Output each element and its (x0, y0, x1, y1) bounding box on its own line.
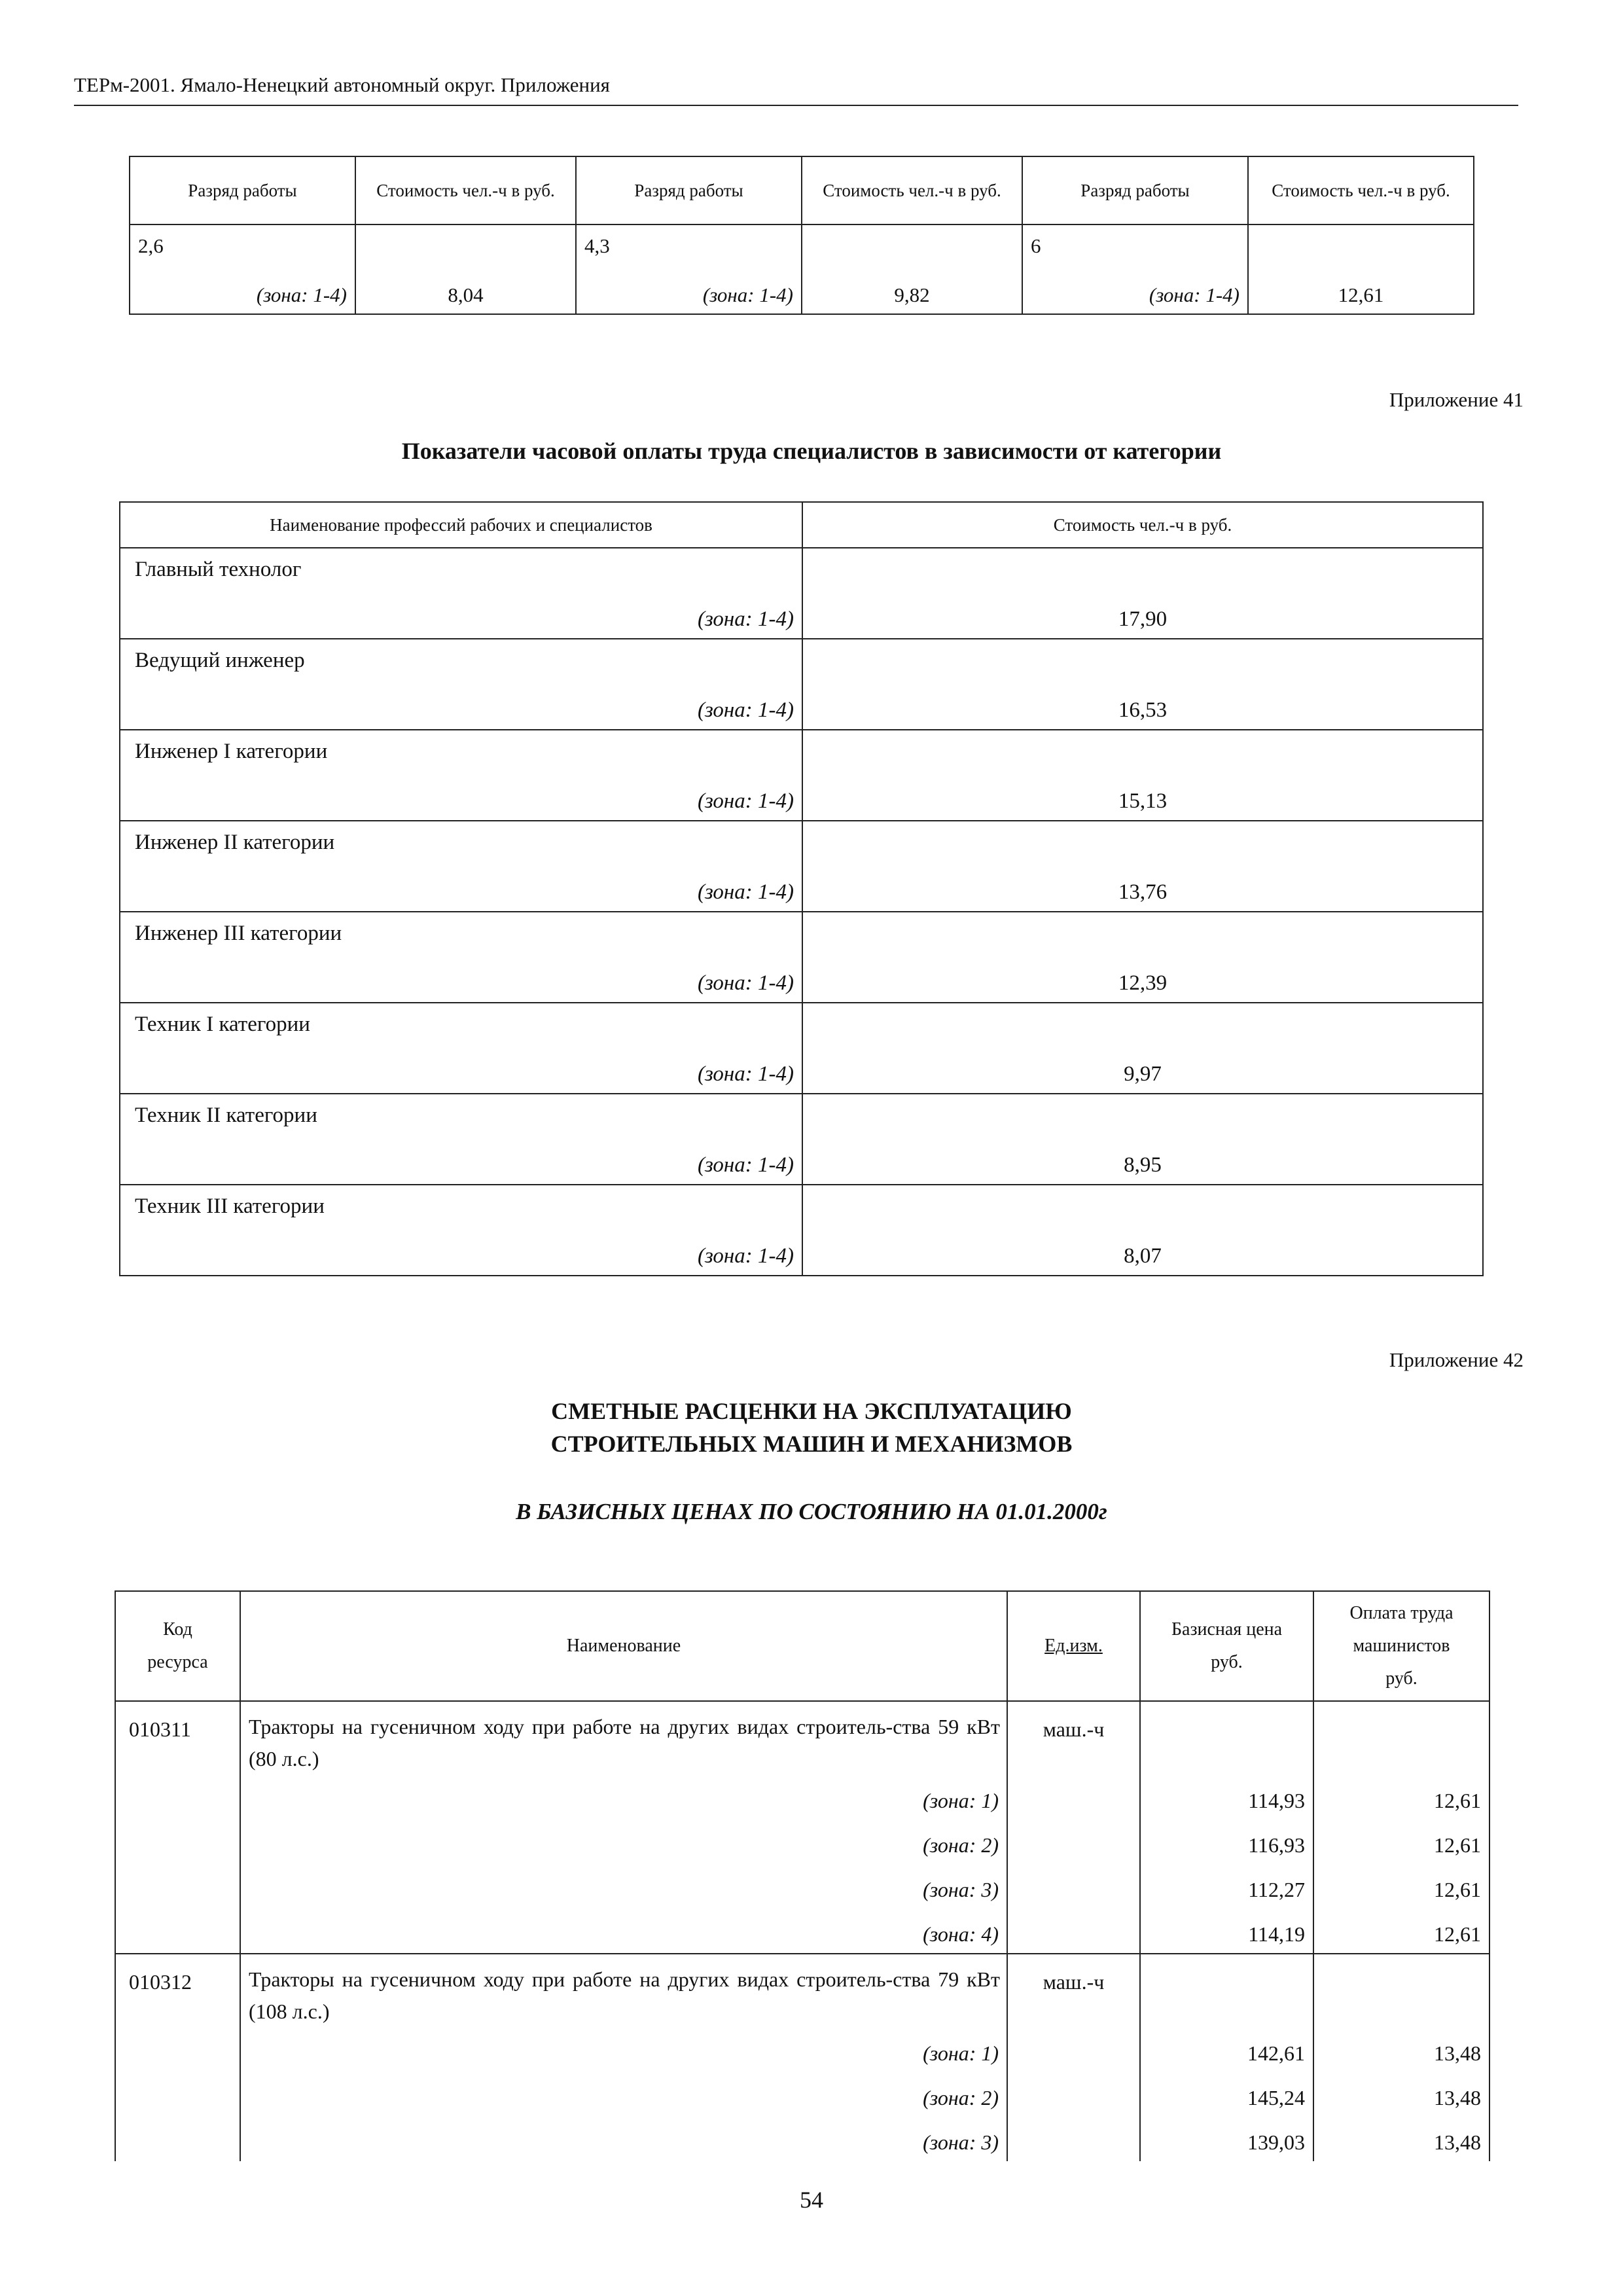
column-header-wage: Оплата труда машинистов руб. (1313, 1591, 1489, 1701)
machine-rates-table (115, 1590, 1490, 2161)
zone-row (115, 2028, 1489, 2072)
resource-row (115, 1701, 1489, 1775)
table-header-row (130, 156, 1474, 224)
profession-name: Инженер II категории (135, 831, 335, 854)
grade-cell (576, 224, 802, 314)
appendix-41-label: Приложение 41 (1389, 388, 1524, 411)
table-row (120, 730, 1483, 821)
profession-name: Главный технолог (135, 558, 302, 581)
cost-cell (802, 821, 1483, 912)
cost-cell (802, 912, 1483, 1003)
profession-name: Техник I категории (135, 1013, 310, 1036)
cost-cell (802, 730, 1483, 821)
zone-label: (зона: 1-4) (256, 283, 347, 306)
base-price: 114,93 (1248, 1789, 1305, 1812)
cost-value: 8,07 (1124, 1244, 1162, 1268)
table-row (130, 224, 1474, 314)
resource-unit: маш.-ч (1007, 1954, 1140, 2028)
appendix-42-title-line1: СМЕТНЫЕ РАСЦЕНКИ НА ЭКСПЛУАТАЦИЮ (551, 1398, 1072, 1424)
zone-label: (зона: 4) (923, 1922, 999, 1946)
column-header-unit: Ед.изм. (1007, 1591, 1140, 1701)
cost-cell (802, 1003, 1483, 1094)
zone-row (115, 1820, 1489, 1864)
cost-value: 12,39 (1118, 971, 1168, 995)
profession-cell (120, 821, 802, 912)
grade-value: 6 (1031, 234, 1041, 257)
operator-wage: 12,61 (1434, 1833, 1481, 1857)
operator-wage: 12,61 (1434, 1922, 1481, 1946)
zone-label: (зона: 1-4) (697, 971, 794, 995)
profession-name: Ведущий инженер (135, 649, 305, 672)
operator-wage: 13,48 (1434, 2041, 1481, 2065)
table-row (120, 1003, 1483, 1094)
appendix-42-subtitle: В БАЗИСНЫХ ЦЕНАХ ПО СОСТОЯНИЮ НА 01.01.2000г (516, 1499, 1107, 1524)
operator-wage: 12,61 (1434, 1878, 1481, 1901)
appendix-41-title: Показатели часовой оплаты труда специалистов в зависимости от категории (401, 438, 1222, 464)
cost-value: 8,04 (448, 283, 484, 306)
zone-label: (зона: 1-4) (1149, 283, 1240, 306)
grade-value: 2,6 (138, 234, 164, 257)
profession-cell (120, 730, 802, 821)
profession-name: Техник II категории (135, 1103, 317, 1127)
grade-value: 4,3 (584, 234, 610, 257)
cost-value: 15,13 (1118, 789, 1168, 813)
table-row (120, 548, 1483, 639)
cost-value: 17,90 (1118, 607, 1168, 631)
table-row (120, 639, 1483, 730)
column-header-price: Базисная цена руб. (1140, 1591, 1313, 1701)
appendix-42-label: Приложение 42 (1389, 1348, 1524, 1371)
zone-label: (зона: 2) (923, 2086, 999, 2109)
resource-name: Тракторы на гусеничном ходу при работе на других видах строитель-ства 59 кВт (80 л.с.) (240, 1701, 1007, 1775)
table-row (120, 1094, 1483, 1185)
cost-value: 8,95 (1124, 1153, 1162, 1177)
grade-cell (130, 224, 355, 314)
profession-cell (120, 1094, 802, 1185)
resource-row (115, 1954, 1489, 2028)
table-header-row (115, 1591, 1489, 1701)
cost-value: 12,61 (1338, 283, 1384, 306)
zone-label: (зона: 1-4) (697, 789, 794, 813)
zone-label: (зона: 1-4) (697, 880, 794, 904)
column-header: Стоимость чел.-ч в руб. (802, 502, 1483, 548)
profession-name: Инженер III категории (135, 922, 342, 945)
zone-label: (зона: 1) (923, 2041, 999, 2065)
zone-row (115, 1775, 1489, 1820)
specialist-rates-table (119, 501, 1484, 1276)
table-row (120, 912, 1483, 1003)
resource-code: 010311 (115, 1701, 240, 1775)
cost-cell (802, 548, 1483, 639)
cost-cell (355, 224, 576, 314)
grade-cell (1022, 224, 1248, 314)
table-row (120, 821, 1483, 912)
zone-label: (зона: 1-4) (697, 607, 794, 631)
cost-cell (802, 224, 1022, 314)
header-rule (74, 105, 1518, 106)
cost-cell (802, 1094, 1483, 1185)
operator-wage: 12,61 (1434, 1789, 1481, 1812)
cost-cell (1248, 224, 1474, 314)
zone-row (115, 2072, 1489, 2117)
zone-row (115, 1864, 1489, 1909)
profession-cell (120, 639, 802, 730)
profession-name: Техник III категории (135, 1194, 325, 1218)
appendix-42-title-line2: СТРОИТЕЛЬНЫХ МАШИН И МЕХАНИЗМОВ (550, 1431, 1073, 1457)
running-header: ТЕРм-2001. Ямало-Ненецкий автономный округ. Приложения (74, 73, 610, 96)
cost-value: 9,82 (894, 283, 930, 306)
profession-name: Инженер I категории (135, 740, 328, 763)
zone-row (115, 2117, 1489, 2161)
zone-label: (зона: 1-4) (697, 1244, 794, 1268)
resource-code: 010312 (115, 1954, 240, 2028)
zone-row (115, 1909, 1489, 1954)
table-header-row (120, 502, 1483, 548)
profession-cell (120, 912, 802, 1003)
zone-label: (зона: 1) (923, 1789, 999, 1812)
profession-cell (120, 1003, 802, 1094)
zone-label: (зона: 1-4) (697, 1062, 794, 1086)
column-header-code: Код ресурса (115, 1591, 240, 1701)
column-header: Разряд работы (1022, 156, 1248, 224)
cost-cell (802, 639, 1483, 730)
column-header: Наименование профессий рабочих и специалистов (120, 502, 802, 548)
column-header: Стоимость чел.-ч в руб. (1248, 156, 1474, 224)
table-row (120, 1185, 1483, 1276)
base-price: 145,24 (1247, 2086, 1305, 2109)
page-number: 54 (800, 2187, 823, 2213)
zone-label: (зона: 3) (923, 1878, 999, 1901)
base-price: 116,93 (1248, 1833, 1305, 1857)
column-header: Разряд работы (130, 156, 355, 224)
grade-cost-table (129, 156, 1474, 315)
column-header-name: Наименование (240, 1591, 1007, 1701)
zone-label: (зона: 1-4) (697, 1153, 794, 1177)
resource-unit: маш.-ч (1007, 1701, 1140, 1775)
zone-label: (зона: 2) (923, 1833, 999, 1857)
cost-value: 16,53 (1118, 698, 1168, 722)
zone-label: (зона: 3) (923, 2130, 999, 2154)
column-header: Стоимость чел.-ч в руб. (355, 156, 576, 224)
base-price: 139,03 (1247, 2130, 1305, 2154)
base-price: 112,27 (1248, 1878, 1305, 1901)
zone-label: (зона: 1-4) (697, 698, 794, 722)
resource-name: Тракторы на гусеничном ходу при работе на других видах строитель-ства 79 кВт (108 л.с.) (240, 1954, 1007, 2028)
cost-value: 9,97 (1124, 1062, 1162, 1086)
operator-wage: 13,48 (1434, 2130, 1481, 2154)
cost-value: 13,76 (1118, 880, 1168, 904)
cost-cell (802, 1185, 1483, 1276)
profession-cell (120, 548, 802, 639)
profession-cell (120, 1185, 802, 1276)
column-header: Стоимость чел.-ч в руб. (802, 156, 1022, 224)
column-header: Разряд работы (576, 156, 802, 224)
zone-label: (зона: 1-4) (702, 283, 793, 306)
base-price: 142,61 (1247, 2041, 1305, 2065)
base-price: 114,19 (1248, 1922, 1305, 1946)
operator-wage: 13,48 (1434, 2086, 1481, 2109)
